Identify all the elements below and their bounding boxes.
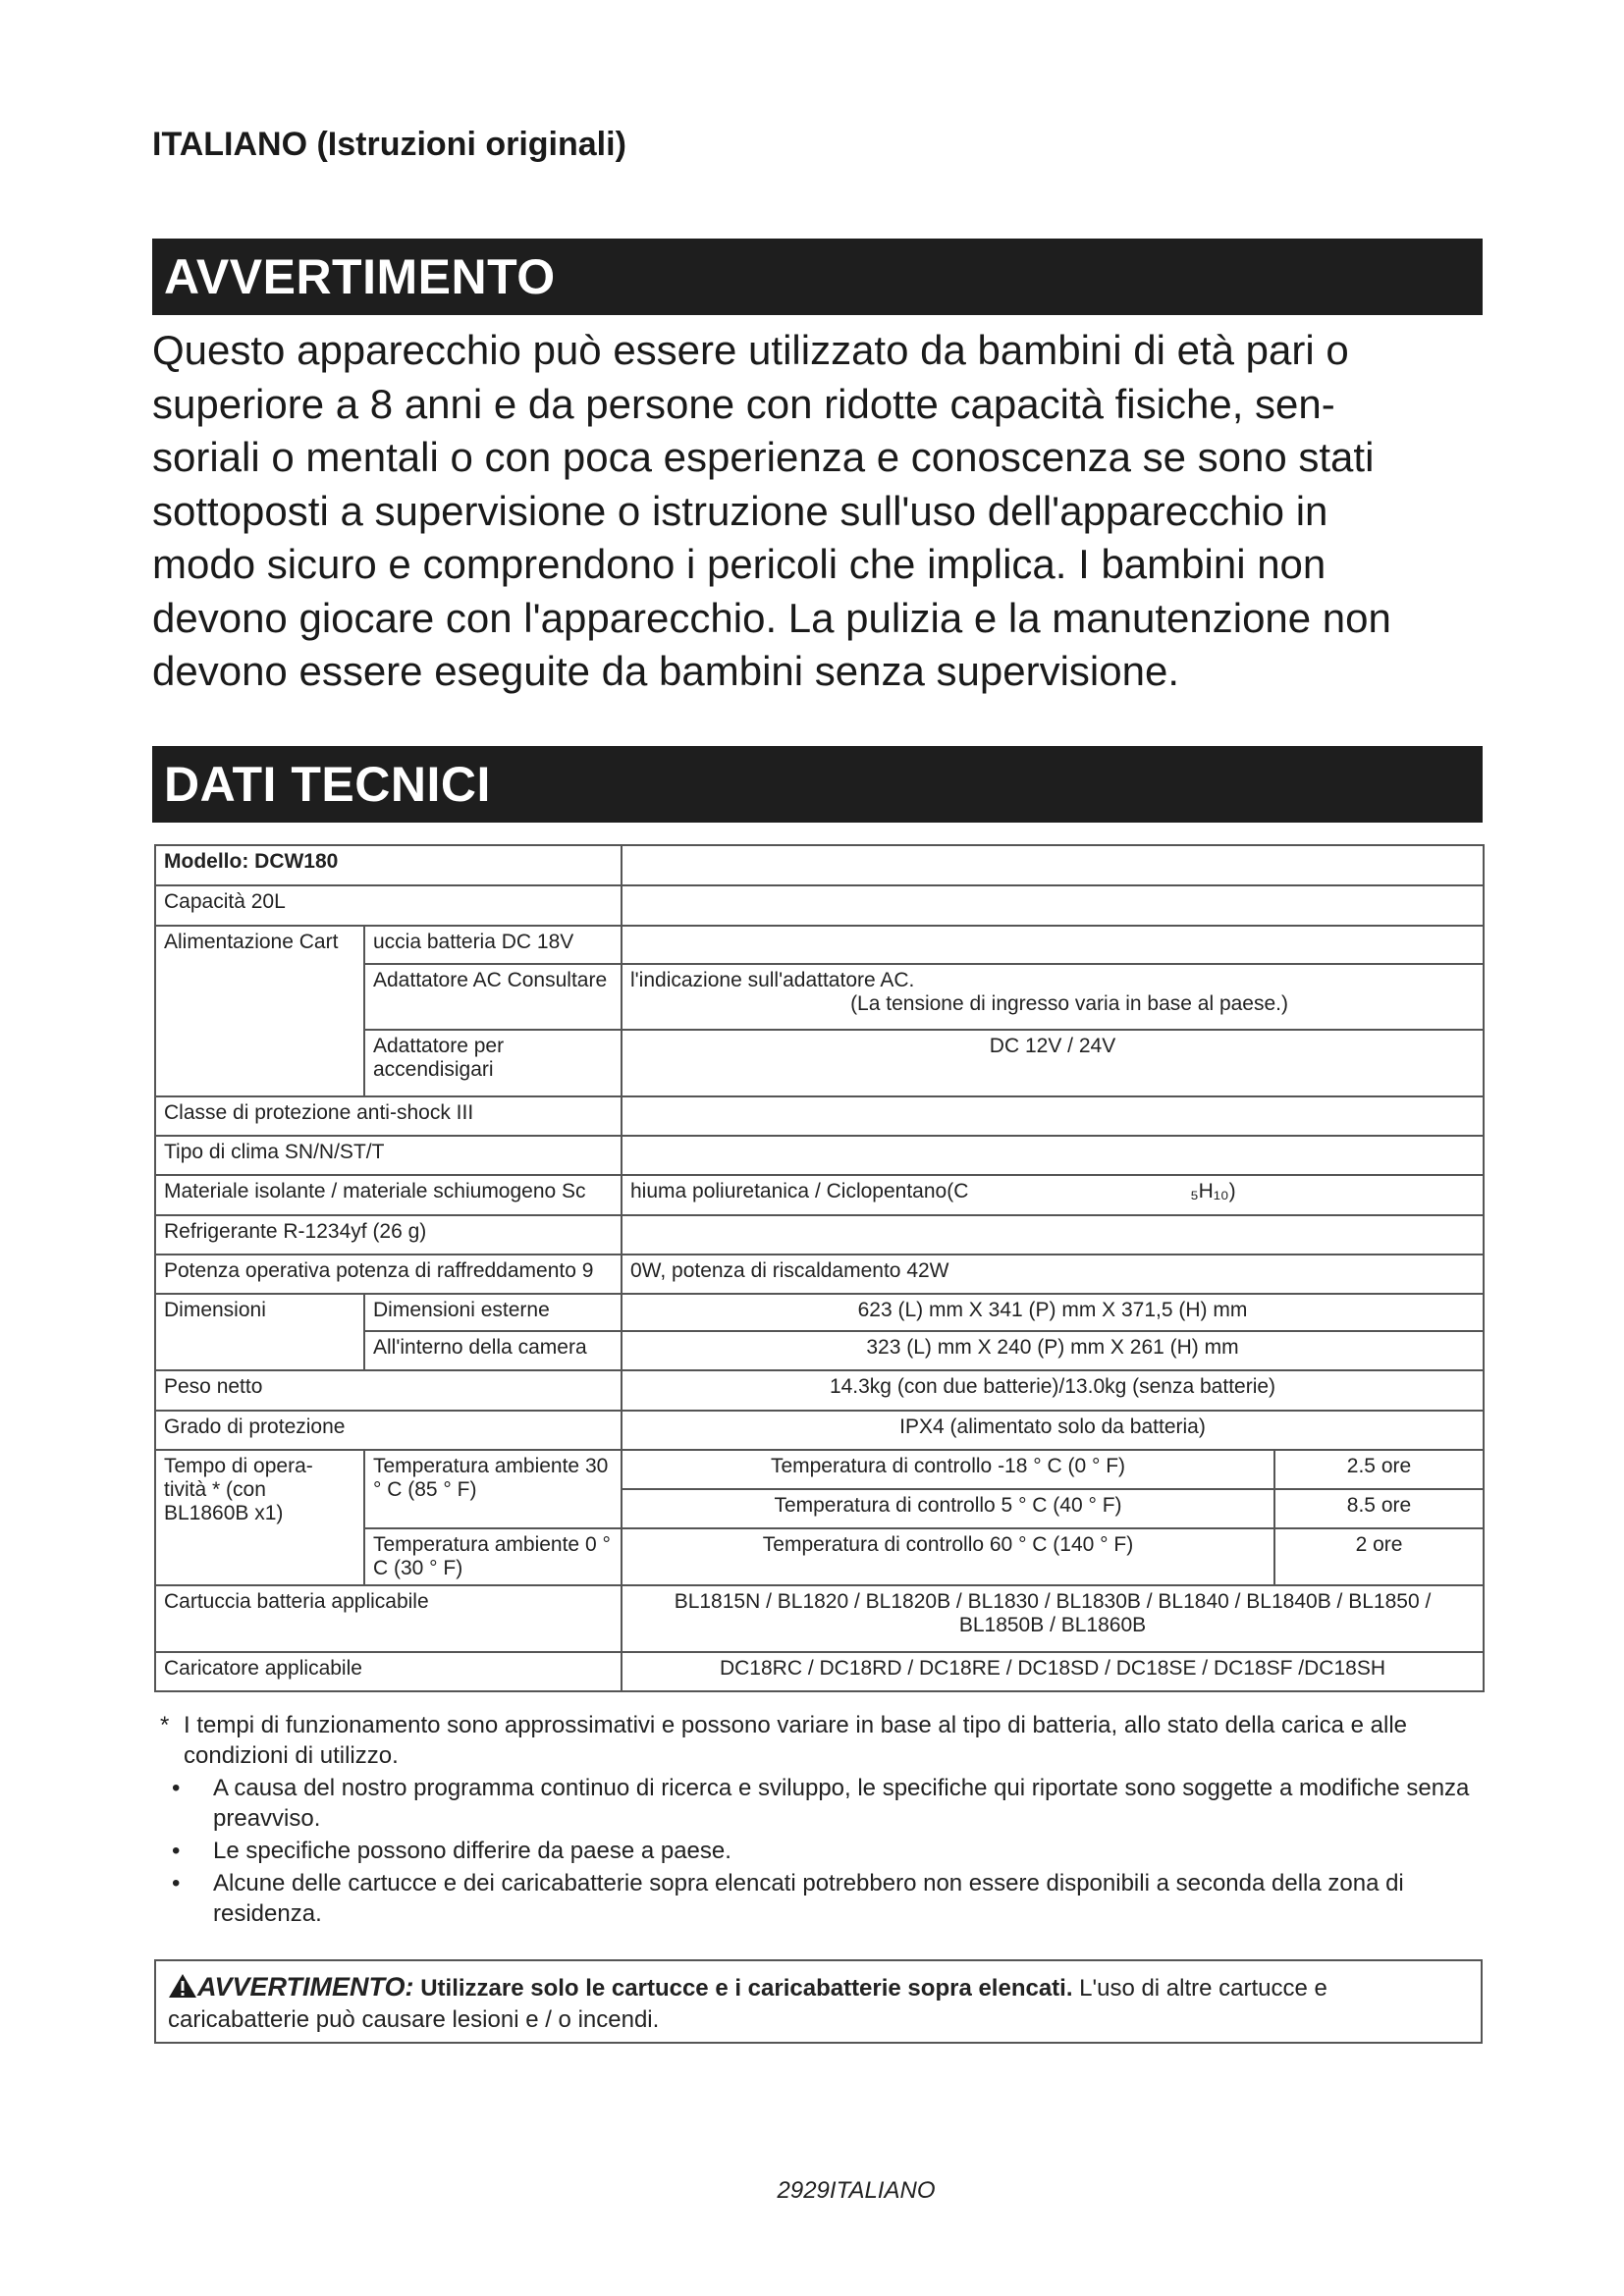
model-cell: Modello: DCW180 bbox=[155, 845, 622, 885]
specs-banner: DATI TECNICI bbox=[152, 746, 1483, 823]
notes-list bbox=[152, 1710, 1488, 1931]
power-op-value: 0W, potenza di riscaldamento 42W bbox=[622, 1255, 1484, 1294]
car-adapter-label: Adattatore per accendisigari bbox=[364, 1030, 622, 1096]
runtime-condition: Temperatura di controllo 5 ° C (40 ° F) bbox=[622, 1489, 1274, 1528]
table-row bbox=[155, 1411, 1484, 1450]
insulation-value: hiuma poliuretanica / Ciclopentano(C bbox=[630, 1180, 969, 1202]
table-row bbox=[155, 1652, 1484, 1691]
table-row bbox=[155, 1255, 1484, 1294]
climate-cell: Tipo di clima SN/N/ST/T bbox=[155, 1136, 622, 1175]
runtime-time: 2.5 ore bbox=[1274, 1450, 1484, 1489]
dim-int-value: 323 (L) mm X 240 (P) mm X 261 (H) mm bbox=[622, 1331, 1484, 1370]
list-item bbox=[152, 1773, 1488, 1834]
warning-triangle-icon bbox=[168, 1973, 197, 1999]
note-text: Le specifiche possono differire da paese a paese. bbox=[213, 1838, 731, 1864]
list-item bbox=[152, 1710, 1488, 1771]
specs-table bbox=[154, 844, 1485, 1692]
runtime-condition: Temperatura di controllo 60 ° C (140 ° F) bbox=[622, 1528, 1274, 1585]
dim-ext-value: 623 (L) mm X 341 (P) mm X 371,5 (H) mm bbox=[622, 1294, 1484, 1331]
warning-line: soriali o mentali o con poca esperienza e conoscenza se sono stati bbox=[152, 434, 1375, 480]
dim-ext-label: Dimensioni esterne bbox=[364, 1294, 622, 1331]
insulation-formula: ₅H₁₀) bbox=[1190, 1180, 1236, 1202]
table-row bbox=[155, 1294, 1484, 1331]
dim-int-label: All'interno della camera bbox=[364, 1331, 622, 1370]
warning-banner: AVVERTIMENTO bbox=[152, 239, 1483, 315]
warning-line: modo sicuro e comprendono i pericoli che implica. I bambini non bbox=[152, 541, 1326, 587]
caution-box bbox=[154, 1959, 1483, 2044]
ac-adapter-note: (La tensione di ingresso varia in base al paese.) bbox=[850, 992, 1288, 1015]
ambient-0-label: Temperatura ambiente 0 ° C (30 ° F) bbox=[364, 1528, 622, 1585]
weight-label: Peso netto bbox=[155, 1370, 622, 1411]
note-text: A causa del nostro programma continuo di ricerca e sviluppo, le specifiche qui riportate sono soggette a modifiche senza preavviso. bbox=[213, 1775, 1470, 1832]
page-number: 2929ITALIANO bbox=[777, 2177, 936, 2204]
battery-label: Cartuccia batteria applicabile bbox=[155, 1585, 622, 1652]
note-bullet: • bbox=[172, 1838, 181, 1864]
table-row bbox=[155, 1175, 1484, 1215]
warning-line: sottoposti a supervisione o istruzione sull'uso dell'apparecchio in bbox=[152, 487, 1328, 534]
runtime-time: 2 ore bbox=[1274, 1528, 1484, 1585]
warning-line: Questo apparecchio può essere utilizzato da bambini di età pari o bbox=[152, 327, 1349, 373]
power-value-cell: uccia batteria DC 18V bbox=[364, 926, 622, 964]
table-row bbox=[155, 1096, 1484, 1136]
table-row bbox=[155, 845, 1484, 885]
table-row bbox=[155, 1585, 1484, 1652]
ac-adapter-label: Adattatore AC Consultare bbox=[364, 964, 622, 1030]
table-row bbox=[155, 1450, 1484, 1489]
warning-line: devono giocare con l'apparecchio. La pulizia e la manutenzione non bbox=[152, 594, 1391, 641]
note-text: I tempi di funzionamento sono approssimativi e possono variare in base al tipo di batteria, allo stato della carica e alle condizioni di utilizzo. bbox=[184, 1712, 1408, 1769]
note-bullet: * bbox=[160, 1712, 170, 1738]
caution-label: AVVERTIMENTO: bbox=[197, 1972, 414, 2002]
table-row bbox=[155, 926, 1484, 964]
weight-value: 14.3kg (con due batterie)/13.0kg (senza batterie) bbox=[622, 1370, 1484, 1411]
dimensions-label: Dimensioni bbox=[155, 1294, 364, 1370]
protection-value: IPX4 (alimentato solo da batteria) bbox=[622, 1411, 1484, 1450]
ac-adapter-value: l'indicazione sull'adattatore AC. bbox=[630, 969, 915, 991]
caution-bold-text: Utilizzare solo le cartucce e i caricabatterie sopra elencati. bbox=[413, 1975, 1073, 2002]
note-bullet: • bbox=[172, 1870, 181, 1896]
warning-line: superiore a 8 anni e da persone con ridotte capacità fisiche, sen- bbox=[152, 380, 1335, 427]
runtime-condition: Temperatura di controllo -18 ° C (0 ° F) bbox=[622, 1450, 1274, 1489]
warning-text bbox=[152, 324, 1497, 699]
shock-class-cell: Classe di protezione anti-shock III bbox=[155, 1096, 622, 1136]
car-adapter-value: DC 12V / 24V bbox=[622, 1030, 1484, 1096]
battery-value: BL1815N / BL1820 / BL1820B / BL1830 / BL1830B / BL1840 / BL1840B / BL1850 / BL1850B / BL1860B bbox=[622, 1585, 1484, 1652]
charger-value: DC18RC / DC18RD / DC18RE / DC18SD / DC18SE / DC18SF /DC18SH bbox=[622, 1652, 1484, 1691]
insulation-label: Materiale isolante / materiale schiumogeno Sc bbox=[155, 1175, 622, 1215]
protection-label: Grado di protezione bbox=[155, 1411, 622, 1450]
table-row bbox=[155, 1215, 1484, 1255]
charger-label: Caricatore applicabile bbox=[155, 1652, 622, 1691]
note-bullet: • bbox=[172, 1775, 181, 1801]
list-item bbox=[152, 1868, 1488, 1929]
ambient-30-label: Temperatura ambiente 30 ° C (85 ° F) bbox=[364, 1450, 622, 1528]
note-text: Alcune delle cartucce e dei caricabatterie sopra elencati potrebbero non essere disponibili a seconda della zona di residenza. bbox=[213, 1870, 1404, 1927]
table-row bbox=[155, 1370, 1484, 1411]
runtime-label: Tempo di opera- tività * (con BL1860B x1) bbox=[155, 1450, 364, 1585]
table-row bbox=[155, 885, 1484, 926]
capacity-cell: Capacità 20L bbox=[155, 885, 622, 926]
warning-line: devono essere eseguite da bambini senza supervisione. bbox=[152, 648, 1180, 694]
page-title: ITALIANO (Istruzioni originali) bbox=[152, 126, 626, 163]
caution-text: L'uso di altre cartucce e caricabatterie può causare lesioni e / o incendi. bbox=[168, 1975, 1327, 2033]
runtime-time: 8.5 ore bbox=[1274, 1489, 1484, 1528]
refrigerant-cell: Refrigerante R-1234yf (26 g) bbox=[155, 1215, 622, 1255]
list-item bbox=[152, 1836, 1488, 1866]
power-label-cell: Alimentazione Cart bbox=[155, 926, 364, 1096]
table-row bbox=[155, 1136, 1484, 1175]
power-op-label: Potenza operativa potenza di raffreddamento 9 bbox=[155, 1255, 622, 1294]
